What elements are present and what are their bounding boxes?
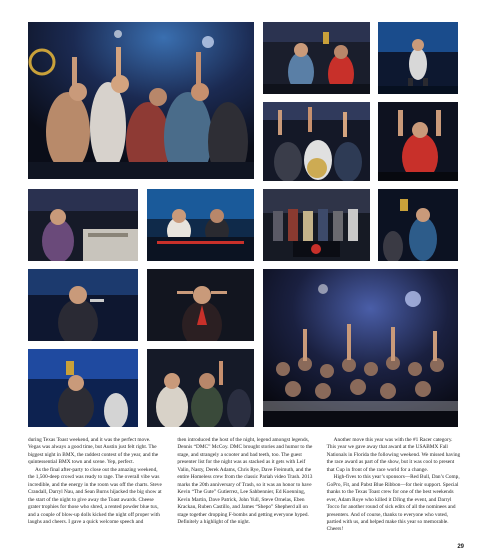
crowd-arms-raised-image (263, 102, 370, 181)
rider-stage-image (378, 22, 458, 94)
article-paragraph: Another move this year was with the #1 Racer category. This year we gave away that award at the USABMX Fall Nationals in Florida the following weekend. We missed having the race award as part of the show, but it was cool to present that Cup in front of the race world for a change. (326, 437, 461, 473)
photo-singer-mic (28, 189, 138, 261)
photo-hosts-desk (147, 189, 254, 261)
article-paragraph: then introduced the host of the night, legend amongst legends, Dennis “DMC” McCoy. DMC brought stories and humor to the stage, and strangely a scooter and bad teeth, too. The guest presenter list for the night was as stacked as it gets with Leif Valin, Nasty, Derek Adams, Chris Rye, Dave Freimuth, and the entire Homeless crew from the classic Pariah video Trash. 2013 marks the 20th anniversary of Trash, so it was an honor to have Kevin “The Gute” Gutierrez, Lee Sahbennier, Ed Koenning, Kevin Martin, Dave Patrick, John Yull, Steve Ornelas, Eben Krackau, Ruben Castillo, and James “Shepo” Shepherd all on stage together dropping F-bombs and getting everyone hyped. Definitely a highlight of the night. (177, 437, 313, 525)
crowd-wide-image (263, 269, 458, 427)
article-paragraph: High-fives to this year’s sponsors—Red Bull, Dan’s Comp, GoPro, Fit, and Pabst Blue Ribbon—for their support. Special thanks to the Texas Toast crew for one of the best weekends ever, Adam Roye who killed it DJing the event, and Darryl Tocco for another round of sick edits of all the nominees and presenters. And of course, thanks to everyone who voted, partied with us, and helped make this year so memorable. Cheers! (326, 474, 460, 533)
article-body (28, 437, 462, 549)
trophy-raised-image (28, 349, 138, 427)
host-suit-image (147, 269, 254, 341)
photo-crowd-arms-raised (263, 102, 370, 181)
photo-group-stage (263, 189, 370, 261)
hosts-desk-image (147, 189, 254, 261)
presenter-trophy-image (263, 22, 370, 94)
group-stage-image (263, 189, 370, 261)
winner-trophy-image (378, 189, 458, 261)
photo-winner-red (378, 102, 458, 181)
singer-mic-image (28, 189, 138, 261)
crowd-cheering-image (28, 22, 254, 179)
article-paragraph: during Texas Toast weekend, and it was the perfect move. Vegas was always a good time, but Austin just felt right. The biggest night in BMX, the raddest contest of the year, and the quintessential BMX town and scene. Yep, perfect. (28, 437, 159, 466)
laughing-crowd-image (147, 349, 254, 427)
photo-host-suit (147, 269, 254, 341)
photo-laughing-crowd (147, 349, 254, 427)
photo-crowd-wide (263, 269, 458, 427)
photo-presenter-trophy (263, 22, 370, 94)
photo-mc-speaking (28, 269, 138, 341)
photo-winner-trophy (378, 189, 458, 261)
mc-speaking-image (28, 269, 138, 341)
photo-crowd-cheering (28, 22, 254, 179)
winner-red-image (378, 102, 458, 181)
photo-rider-stage (378, 22, 458, 94)
article-paragraph: As the final after-party to close out the amazing weekend, the 1,500-deep crowd was ready to rage. The overall vibe was incredible, and the energy in the room was off the charts. Steve Crandall, Darryl Nau, and Sean Burns hijacked the big show at the start of the night to give away the Toast awards. Cheese grater trophies for those who shred, a rented powder blue tux, and a couple of blow-up dolls kicked the night off proper with laughs and cheers. I gave a quick welcome speech and (28, 466, 162, 525)
article-column-2 (177, 437, 312, 549)
article-column-3 (327, 437, 462, 549)
article-column-1 (28, 437, 163, 549)
page-number: 29 (457, 544, 464, 550)
photo-trophy-raised (28, 349, 138, 427)
